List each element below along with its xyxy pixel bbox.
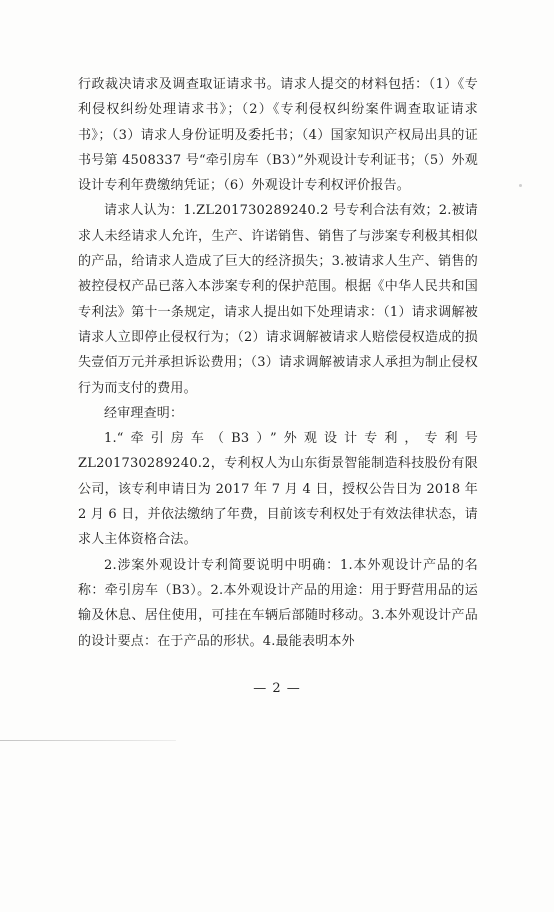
paragraph-finding-patent-status: 1.“牵引房车（B3）”外观设计专利，专利号ZL201730289240.2，专利权人为山东街景智能制造科技股份有限公司，该专利申请日为 2017 年 7 月 4 日，授权公告日为 2018 年 2 月 6 日，并依法缴纳了年费，目前该专利权处于有效法律状态，请求人主体资格合法。: [78, 431, 478, 548]
paragraph-claimant-position: 请求人认为：1.ZL201730289240.2 号专利合法有效；2.被请求人未经请求人允许，生产、许诺销售、销售了与涉案专利极其相似的产品，给请求人造成了巨大的经济损失；3.被请求人生产、销售的被控侵权产品已落入本涉案专利的保护范围。根据《中华人民共和国专利法》第十一条规定，请求人提出如下处理请求：（1）请求调解被请求人立即停止侵权行为；（2）请求调解被请求人赔偿侵权造成的损失壹佰万元并承担诉讼费用；（3）请求调解被请求人承担为制止侵权行为而支付的费用。: [78, 203, 478, 396]
scan-speck: [519, 184, 522, 187]
paragraph-finding-design-description: 2.涉案外观设计专利简要说明中明确：1.本外观设计产品的名称：牵引房车（B3）。2.本外观设计产品的用途：用于野营用品的运输及休息、居住使用，可挂在车辆后部随时移动。3.本外观设计产品的设计要点：在于产品的形状。4.最能表明本外: [78, 557, 478, 649]
paragraph-findings-heading: 经审理查明：: [104, 405, 184, 421]
page-number: — 2 —: [253, 681, 301, 696]
document-body: [78, 72, 478, 654]
paragraph-materials-continued: 行政裁决请求及调查取证请求书。请求人提交的材料包括：（1）《专利侵权纠纷处理请求书》；（2）《专利侵权纠纷案件调查取证请求书》；（3）请求人身份证明及委托书；（4）国家知识产权局出具的证书号第 4508337 号“牵引房车（B3）”外观设计专利证书；（5）外观设计专利年费缴纳凭证；（6）外观设计专利权评价报告。: [78, 77, 478, 194]
page-divider-line: [0, 740, 176, 741]
